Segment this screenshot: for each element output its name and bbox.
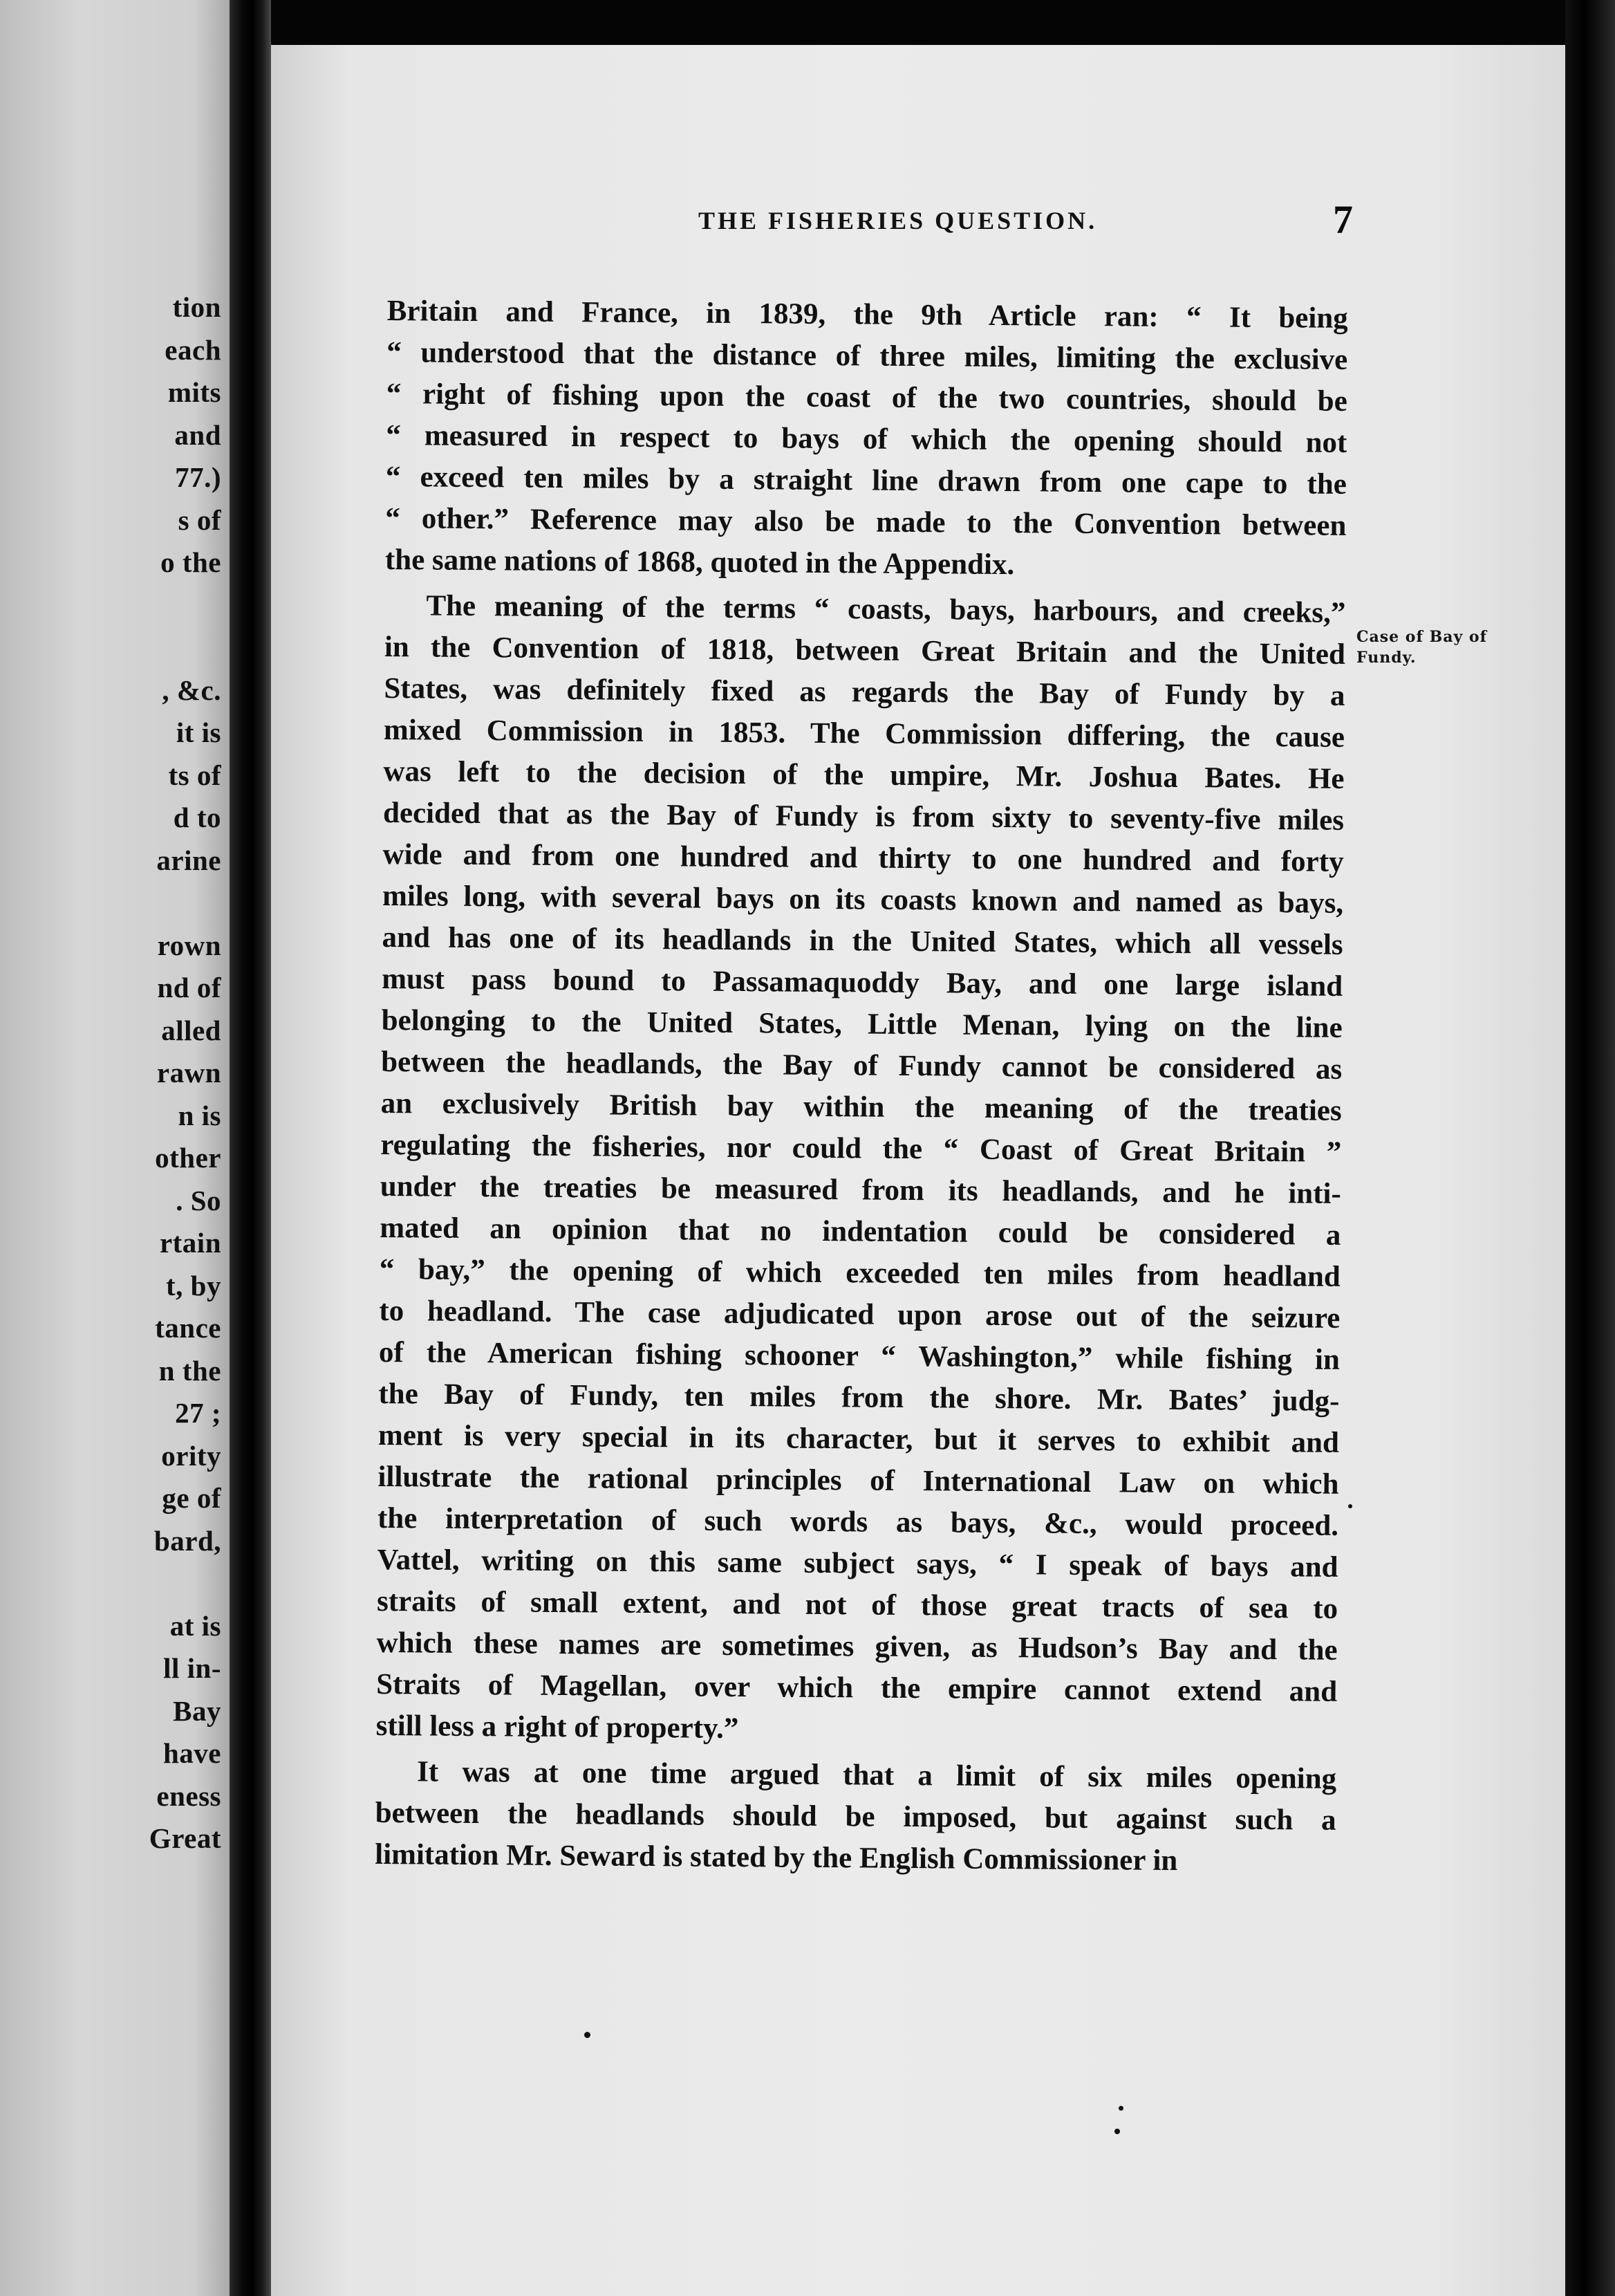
text-line: Straits of Magellan, over which the empire cannot extend and <box>375 1667 1338 1708</box>
left-page-fragment: n is <box>178 1099 221 1131</box>
right-page-edge <box>1565 0 1615 2296</box>
left-page-fragment: 27 ; <box>175 1397 221 1429</box>
text-line: must pass bound to Passamaquoddy Bay, and one large island <box>381 962 1343 1003</box>
text-line: mixed Commission in 1853. The Commission differing, the cause <box>383 713 1345 754</box>
text-line: Vattel, writing on this same subject says, “ I speak of bays and <box>377 1543 1338 1584</box>
text-line: the same nations of 1868, quoted in the Appendix. <box>384 543 1015 582</box>
left-page-fragment: ll in- <box>163 1652 221 1684</box>
left-page-fragment: rtain <box>159 1227 221 1259</box>
text-line: straits of small extent, and not of those great tracts of sea to <box>376 1584 1338 1625</box>
print-speck <box>1114 2129 1120 2134</box>
left-page-fragment: n the <box>158 1354 221 1387</box>
text-line: limitation Mr. Seward is stated by the English Commissioner in <box>375 1837 1178 1878</box>
margin-sidenote <box>1356 627 1543 668</box>
left-page-fragment: Great <box>149 1822 221 1854</box>
text-line: The meaning of the terms “ coasts, bays, harbours, and creeks,” <box>426 589 1346 629</box>
text-line: the Bay of Fundy, ten miles from the shore. Mr. Bates’ judg- <box>378 1377 1340 1418</box>
left-page-fragment: ge of <box>162 1482 221 1514</box>
left-facing-page <box>0 0 230 2296</box>
left-page-fragment: 77.) <box>175 461 221 493</box>
text-line: still less a right of property.” <box>375 1709 739 1746</box>
text-line: “ understood that the distance of three miles, limiting the exclusive <box>386 335 1348 376</box>
left-page-fragment: nd of <box>157 972 221 1003</box>
left-page-fragment: rawn <box>156 1057 221 1089</box>
text-line: an exclusively British bay within the meaning of the treaties <box>380 1086 1342 1127</box>
text-line: ment is very special in its character, but it serves to exhibit and <box>377 1418 1340 1459</box>
book-gutter <box>230 0 271 2296</box>
print-speck <box>1348 1504 1352 1508</box>
text-line: “ exceed ten miles by a straight line drawn from one cape to the <box>385 460 1347 501</box>
text-line: illustrate the rational principles of International Law on which <box>377 1460 1339 1501</box>
body-text <box>375 290 1348 1883</box>
print-speck <box>584 2032 590 2038</box>
print-speck <box>1119 2106 1123 2111</box>
left-page-fragment: it is <box>176 716 221 748</box>
text-line: miles long, with several bays on its coasts known and named as bays, <box>382 879 1344 920</box>
page-number: 7 <box>1333 197 1353 242</box>
left-page-fragment: tance <box>155 1312 221 1344</box>
left-page-fragment: ts of <box>168 759 221 791</box>
text-line: and has one of its headlands in the United States, which all vessels <box>382 920 1343 961</box>
left-page-fragment: tion <box>172 291 221 323</box>
left-page-fragment: ority <box>161 1439 221 1472</box>
left-page-fragment: arine <box>156 844 221 876</box>
text-line: It was at one time argued that a limit of six miles opening <box>416 1755 1337 1795</box>
text-line: which these names are sometimes given, as Hudson’s Bay and the <box>376 1626 1338 1667</box>
sidenote-line: Case of Bay of <box>1356 628 1488 646</box>
text-line: the interpretation of such words as bays, &c., would proceed. <box>377 1501 1339 1542</box>
text-line: was left to the decision of the umpire, Mr. Joshua Bates. He <box>383 754 1345 795</box>
text-line: Britain and France, in 1839, the 9th Article ran: “ It being <box>386 294 1348 335</box>
left-page-fragment: , &c. <box>162 674 221 706</box>
left-page-fragment: have <box>163 1737 221 1769</box>
left-page-fragment: Bay <box>173 1694 221 1727</box>
text-line: decided that as the Bay of Fundy is from sixty to seventy-five miles <box>382 796 1345 837</box>
text-line: “ measured in respect to bays of which the opening should not <box>386 418 1347 459</box>
text-line: mated an opinion that no indentation could be considered a <box>380 1211 1341 1252</box>
left-page-fragment: bard, <box>153 1524 221 1557</box>
running-head-title: THE FISHERIES QUESTION. <box>698 207 1098 234</box>
text-line: under the treaties be measured from its headlands, and he inti- <box>380 1169 1341 1210</box>
left-page-fragment: other <box>155 1142 221 1174</box>
text-line: “ bay,” the opening of which exceeded ten miles from headland <box>379 1252 1341 1293</box>
left-page-fragment: o the <box>160 546 221 578</box>
left-page-fragment: t, by <box>166 1269 221 1302</box>
left-page-fragment: . So <box>176 1184 221 1216</box>
left-page-fragment: rown <box>157 929 221 961</box>
text-line: between the headlands should be imposed, but against such a <box>375 1796 1336 1837</box>
left-page-fragment: and <box>174 418 221 451</box>
running-head <box>429 197 1397 249</box>
text-line: “ right of fishing upon the coast of the two countries, should be <box>386 377 1347 418</box>
text-line: wide and from one hundred and thirty to one hundred and forty <box>382 837 1344 878</box>
text-line: to headland. The case adjudicated upon arose out of the seizure <box>379 1294 1341 1335</box>
text-line: belonging to the United States, Little Menan, lying on the line <box>381 1003 1343 1044</box>
left-page-fragment: d to <box>173 802 221 833</box>
left-page-fragment: alled <box>161 1014 221 1046</box>
left-page-fragment: at is <box>169 1609 221 1642</box>
text-line: regulating the fisheries, nor could the “ Coast of Great Britain ” <box>380 1128 1342 1169</box>
left-page-fragment: mits <box>167 376 221 408</box>
left-page-fragment: each <box>165 333 221 366</box>
text-line: States, was definitely fixed as regards the Bay of Fundy by a <box>384 672 1345 712</box>
text-line: between the headlands, the Bay of Fundy cannot be considered as <box>381 1045 1343 1086</box>
text-line: in the Convention of 1818, between Great Britain and the United <box>384 630 1346 671</box>
sidenote-line: Fundy. <box>1356 649 1417 667</box>
left-page-fragment: eness <box>156 1779 221 1812</box>
text-line: “ other.” Reference may also be made to the Convention between <box>385 501 1347 542</box>
text-line: of the American fishing schooner “ Washington,” while fishing in <box>378 1335 1341 1376</box>
left-page-fragment: s of <box>178 503 221 536</box>
